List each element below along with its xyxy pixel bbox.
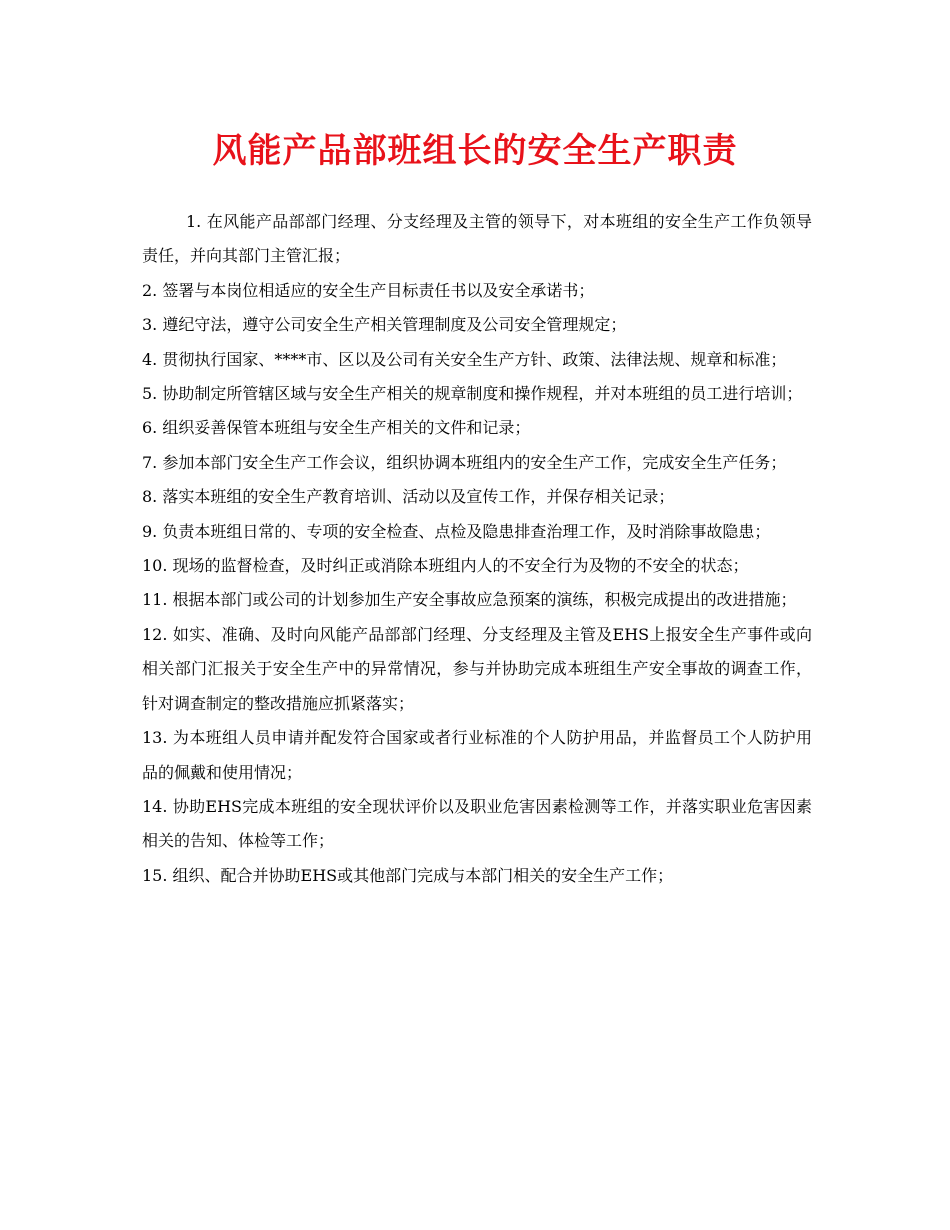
list-item-9: 9. 负责本班组日常的、专项的安全检查、点检及隐患排查治理工作，及时消除事故隐患； xyxy=(142,521,771,541)
list-item-2: 2. 签署与本岗位相适应的安全生产目标责任书以及安全承诺书； xyxy=(142,280,595,300)
list-item-5: 5. 协助制定所管辖区域与安全生产相关的规章制度和操作规程，并对本班组的员工进行培训； xyxy=(142,384,803,404)
document-title: 风能产品部班组长的安全生产职责 xyxy=(212,131,738,171)
list-item-13: 13. 为本班组人员申请并配发符合国家或者行业标准的个人防护用品，并监督员工个人防护用品的佩戴和使用情况； xyxy=(142,728,812,782)
list-item-12: 12. 如实、准确、及时向风能产品部部门经理、分支经理及主管及EHS上报安全生产事件或向相关部门汇报关于安全生产中的异常情况，参与并协助完成本班组生产安全事故的调查工作，针对调查制定的整改措施应抓紧落实； xyxy=(142,624,812,713)
list-item-10: 10. 现场的监督检查，及时纠正或消除本班组内人的不安全行为及物的不安全的状态； xyxy=(142,556,749,576)
list-item-7: 7. 参加本部门安全生产工作会议，组织协调本班组内的安全生产工作，完成安全生产任务； xyxy=(142,452,787,472)
list-item-1: 1. 在风能产品部部门经理、分支经理及主管的领导下，对本班组的安全生产工作负领导责任，并向其部门主管汇报； xyxy=(142,212,812,266)
list-item-3: 3. 遵纪守法，遵守公司安全生产相关管理制度及公司安全管理规定； xyxy=(142,315,627,335)
list-item-4: 4. 贯彻执行国家、****市、区以及公司有关安全生产方针、政策、法律法规、规章和标准； xyxy=(142,349,787,369)
document-body xyxy=(142,205,812,893)
list-item-14: 14. 协助EHS完成本班组的安全现状评价以及职业危害因素检测等工作，并落实职业危害因素相关的告知、体检等工作； xyxy=(142,796,812,851)
list-item-6: 6. 组织妥善保管本班组与安全生产相关的文件和记录； xyxy=(142,418,531,438)
list-item-15: 15. 组织、配合并协助EHS或其他部门完成与本部门相关的安全生产工作； xyxy=(142,865,674,885)
list-item-8: 8. 落实本班组的安全生产教育培训、活动以及宣传工作，并保存相关记录； xyxy=(142,487,675,507)
list-item-11: 11. 根据本部门或公司的计划参加生产安全事故应急预案的演练，积极完成提出的改进措施； xyxy=(142,590,797,610)
